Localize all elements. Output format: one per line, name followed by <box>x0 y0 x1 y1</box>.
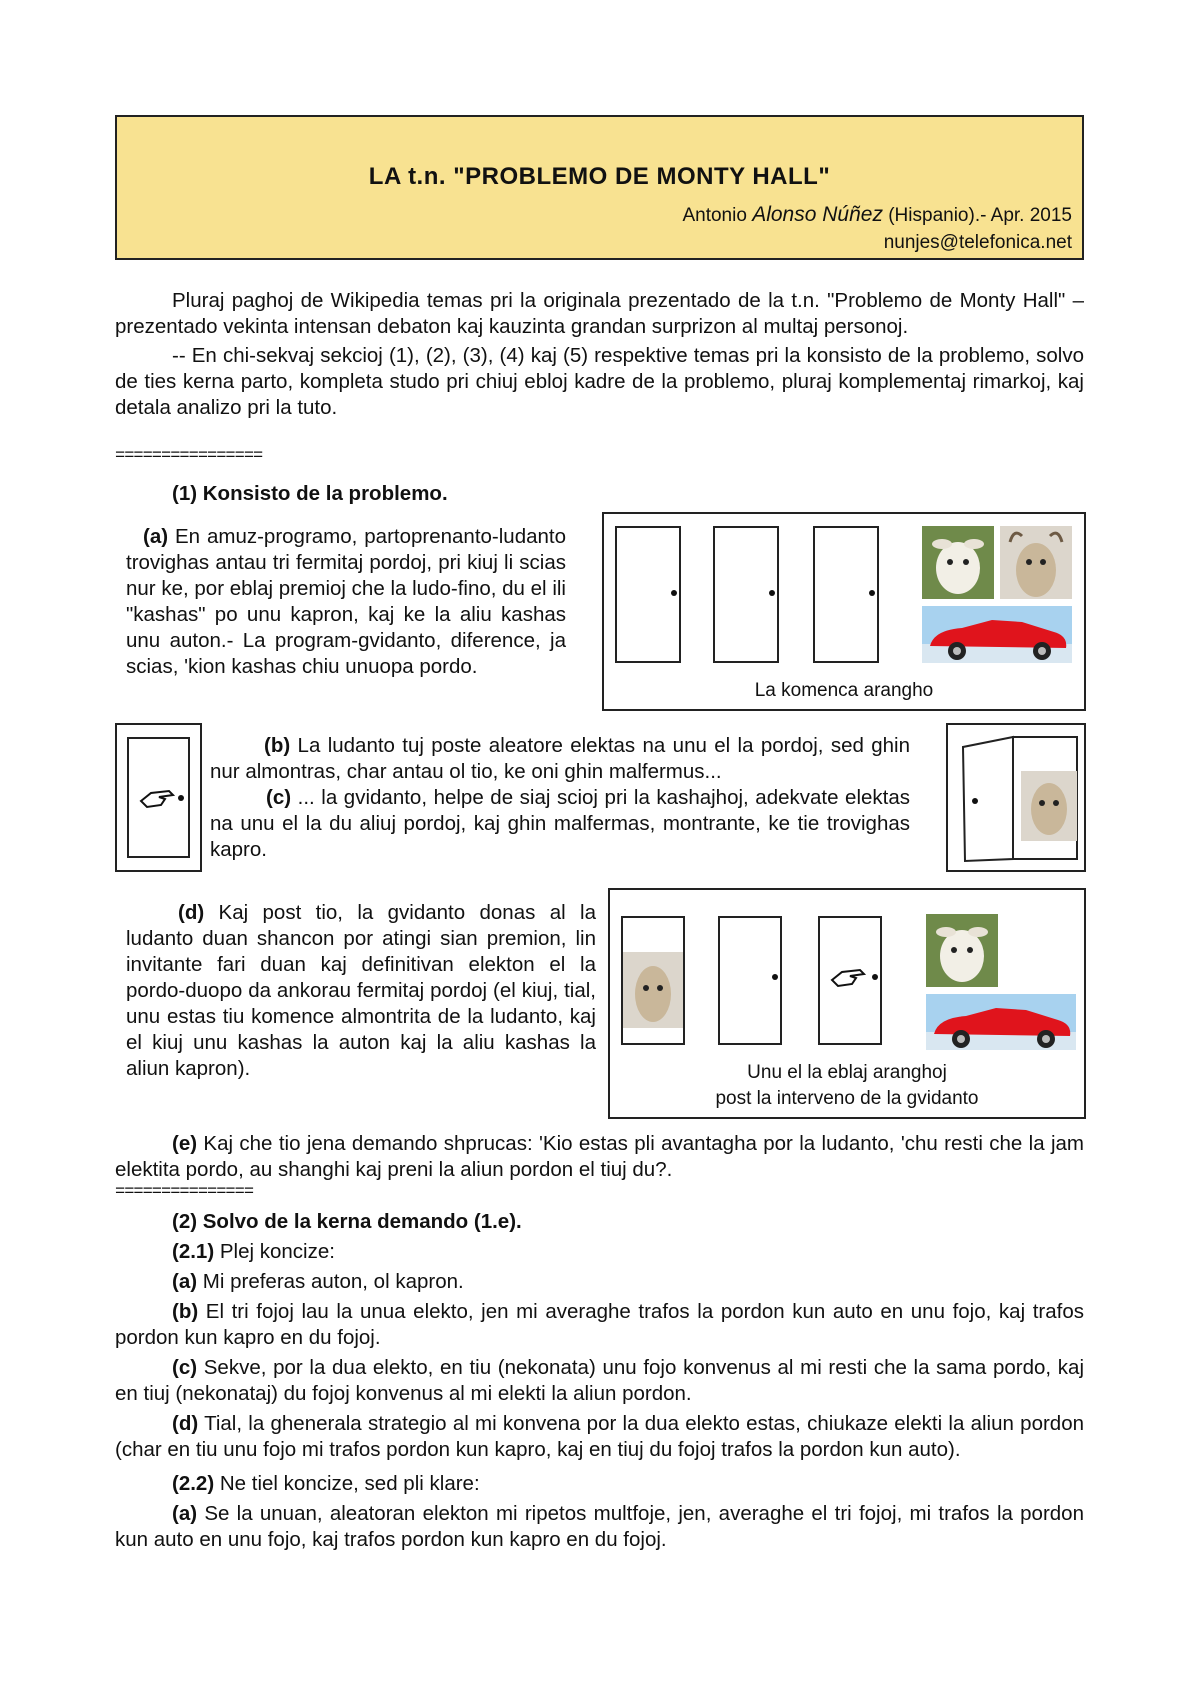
section-1-heading: (1) Konsisto de la problemo. <box>172 482 448 505</box>
title-box <box>115 115 1084 260</box>
item-label: (e) <box>172 1132 198 1155</box>
item-label: (b) <box>264 734 291 757</box>
door-1 <box>615 526 681 663</box>
chosen-door <box>127 737 190 858</box>
item-label: (c) <box>172 1356 198 1379</box>
door-3 <box>813 526 879 663</box>
figure-3-caption-line-2: post la interveno de la gvidanto <box>715 1088 979 1109</box>
intro-paragraph-1: Pluraj paghoj de Wikipedia temas pri la originala prezentado de la t.n. "Problemo de Monty Hall" –prezentado vekinta intensan debaton kaj kauzinta grandan surprizon al multaj personoj. <box>115 289 1084 338</box>
item-label: (2.2) <box>172 1472 215 1495</box>
closed-door <box>718 916 782 1045</box>
author-last-name: Alonso Núñez <box>752 203 883 226</box>
figure-3-caption-line-1: Unu el la eblaj aranghoj <box>747 1062 947 1083</box>
item-label: (a) <box>172 1270 198 1293</box>
pointing-hand-icon <box>830 966 866 988</box>
car-picture <box>922 606 1072 663</box>
item-1b-text: La ludanto tuj poste aleatore elektas na unu el la pordoj, sed ghin nur almontras, char antau ol tio, ke oni ghin malfermus... <box>210 734 910 783</box>
item-2d-text: Tial, la ghenerala strategio al mi konvena por la dua elekto estas, chiukaze elekti la aliun pordon (char en tiu unu fojo mi trafos pordon kun kapro, kaj en tiuj du fojoj trafos la pordon kun auto). <box>115 1412 1084 1461</box>
document-title: LA t.n. "PROBLEMO DE MONTY HALL" <box>368 163 831 190</box>
figure-opened-door <box>946 723 1086 872</box>
opened-door-goat <box>621 916 685 1045</box>
items-1b-1c <box>210 733 910 863</box>
door-2 <box>713 526 779 663</box>
item-1a-text: En amuz-programo, partoprenanto-ludanto trovighas antau tri fermitaj pordoj, pri kiuj li scias nur ke, por eblaj premioj che la ludo-fino, du el ili "kashas" po unu kapron, kaj ke la aliu kashas unu auton.- La program-gvidanto, diference, ja scias, 'kion kashas chiu unuopa pordo. <box>126 525 567 678</box>
item-label: (d) <box>178 901 205 924</box>
item-1a <box>126 524 566 680</box>
item-label: (b) <box>172 1300 199 1323</box>
section-2 <box>115 1209 1084 1553</box>
goat-picture-1 <box>922 526 994 599</box>
goat-picture-3 <box>623 952 683 1028</box>
item-1d <box>126 900 596 1082</box>
item-2a-text: Mi preferas auton, ol kapron. <box>202 1270 464 1293</box>
item-label: (a) <box>172 1502 198 1525</box>
separator: ================ <box>115 447 263 466</box>
item-2-2-text: Ne tiel koncize, sed pli klare: <box>219 1472 480 1495</box>
figure-1-caption: La komenca arangho <box>754 680 934 701</box>
item-1e <box>115 1131 1084 1183</box>
open-door-with-goat <box>957 735 1081 863</box>
separator-2: =============== <box>115 1183 254 1202</box>
author-line <box>682 203 1072 227</box>
figure-after-host <box>608 888 1086 1119</box>
item-2-2a-text: Se la unuan, aleatoran elekton mi ripetos multfoje, jen, averaghe el tri fojoj, mi trafos la pordon kun auto en unu fojo, kaj trafos pordon kun kapro en du fojoj. <box>115 1502 1084 1551</box>
item-1d-text: Kaj post tio, la gvidanto donas al la ludanto duan shancon por atingi sian premion, lin invitante fari duan kaj definitivan elekton el la pordo-duopo da ankorau fermitaj pordoj (el kiuj, tial, unu estas tiu komence almontrita de la ludanto, kaj el kiuj unu kashas la auton kaj la aliu kashas la aliun kapron). <box>126 901 596 1080</box>
item-1e-text: Kaj che tio jena demando shprucas: 'Kio estas pli avantagha por la ludanto, 'chu resti che la jam elektita pordo, au shanghi kaj preni la aliun pordon el tiuj du?. <box>115 1132 1084 1181</box>
item-label: (2.1) <box>172 1240 215 1263</box>
intro <box>115 288 1084 421</box>
pointing-hand-icon <box>139 787 175 809</box>
item-label: (a) <box>143 525 169 548</box>
goat-picture-2 <box>1000 526 1072 599</box>
figure-chosen-door <box>115 723 202 872</box>
item-label: (c) <box>266 786 292 809</box>
item-2-1-text: Plej koncize: <box>219 1240 335 1263</box>
author-email: nunjes@telefonica.net <box>883 232 1072 253</box>
section-2-heading: (2) Solvo de la kerna demando (1.e). <box>172 1210 522 1233</box>
goat-picture-4 <box>926 914 998 987</box>
item-2b-text: El tri fojoj lau la unua elekto, jen mi averaghe trafos la pordon kun auto en unu fojo, kaj trafos pordon kun kapro en du fojoj. <box>115 1300 1084 1349</box>
author-first-name: Antonio <box>682 205 747 226</box>
car-picture-2 <box>926 994 1076 1050</box>
intro-paragraph-2: -- En chi-sekvaj sekcioj (1), (2), (3), (4) kaj (5) respektive temas pri la konsisto de la problemo, solvo de ties kerna parto, kompleta studo pri chiuj ebloj kadre de la problemo, pluraj komplementaj rimarkoj, kaj detala analizo pri la tuto. <box>115 344 1084 419</box>
author-details: (Hispanio).- Apr. 2015 <box>888 205 1072 226</box>
item-label: (d) <box>172 1412 199 1435</box>
figure-initial-arrangement <box>602 512 1086 711</box>
item-1c-text: ... la gvidanto, helpe de siaj scioj pri la kashajhoj, adekvate elektas na unu el la du aliuj pordoj, kaj ghin malfermas, montrante, ke tie trovighas kapro. <box>210 786 911 861</box>
chosen-door-2 <box>818 916 882 1045</box>
item-2c-text: Sekve, por la dua elekto, en tiu (nekonata) unu fojo konvenus al mi resti che la sama pordo, kaj en tiuj (nekonataj) du fojoj konvenus al mi elekti la aliun pordon. <box>115 1356 1084 1405</box>
